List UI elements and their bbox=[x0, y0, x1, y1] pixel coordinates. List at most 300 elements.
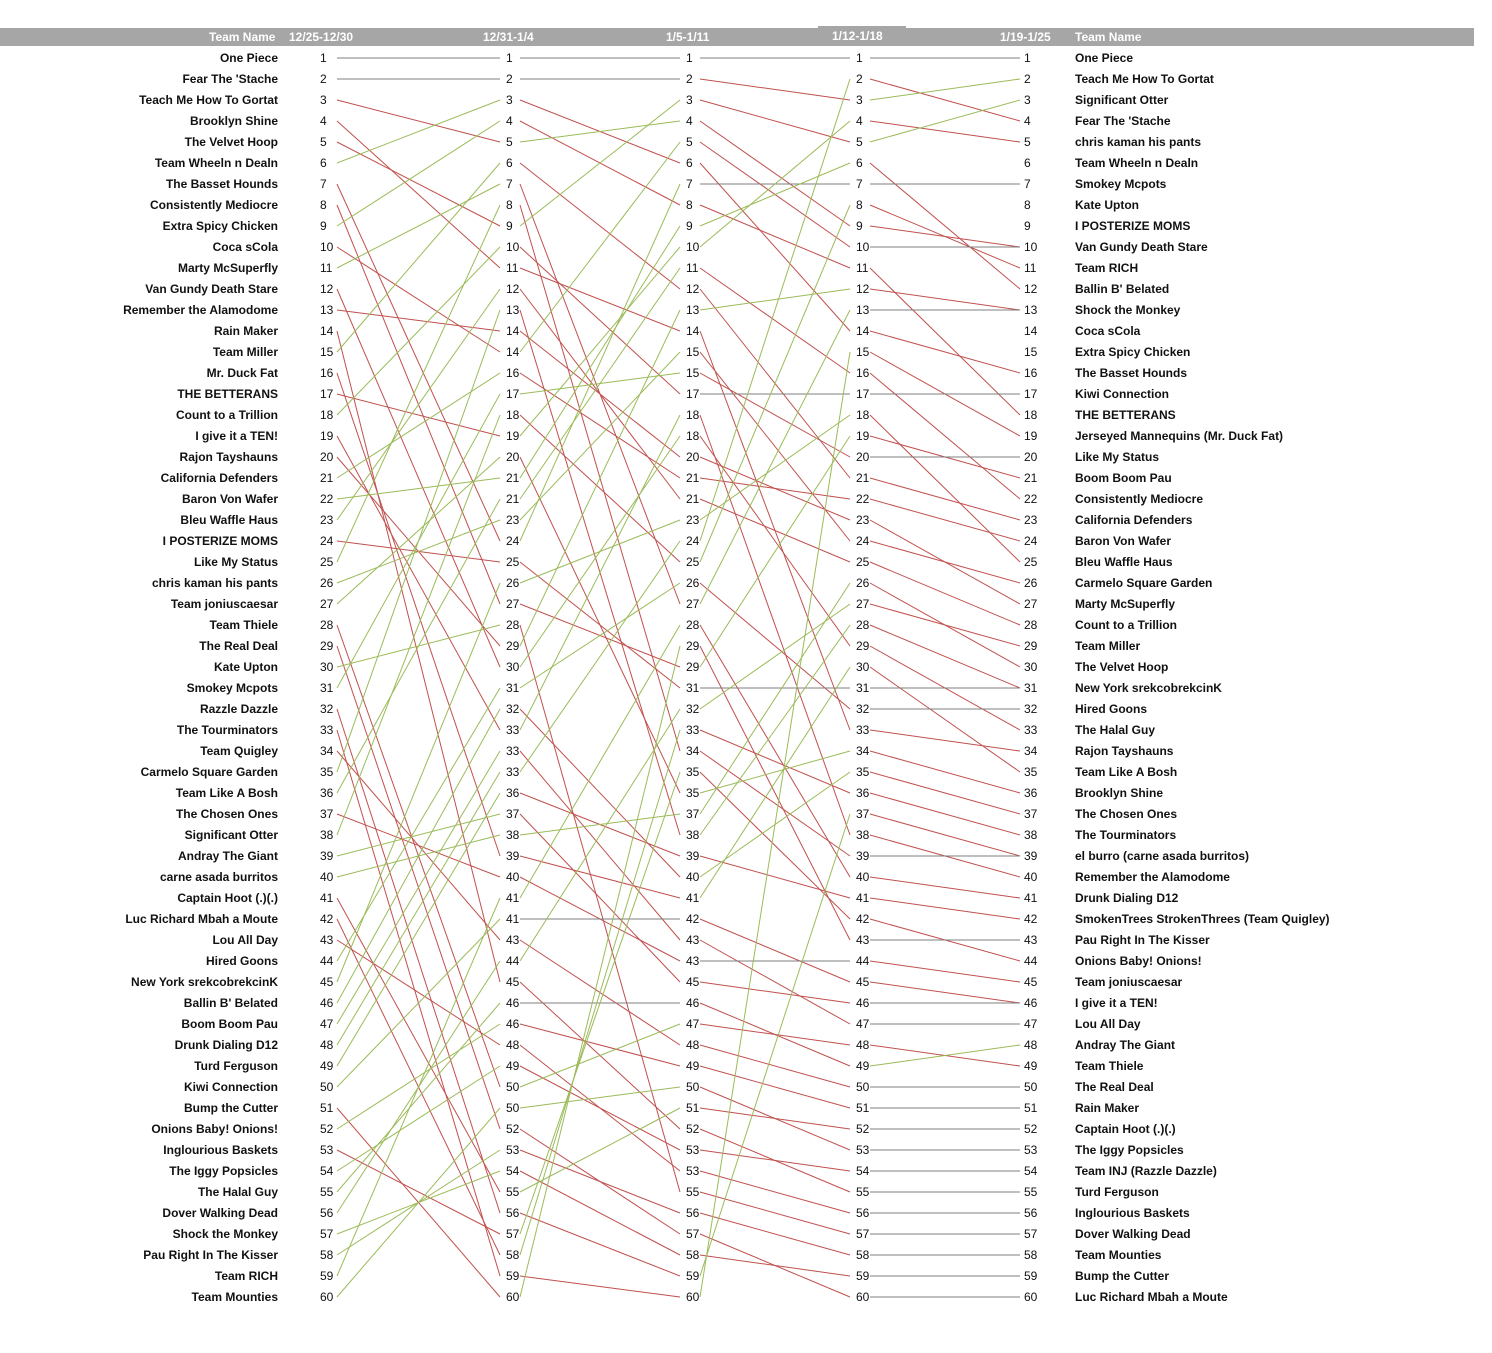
rank-label: 24 bbox=[506, 534, 520, 548]
rank-label: 56 bbox=[1024, 1206, 1038, 1220]
movement-line bbox=[700, 205, 850, 562]
right-team-name: The Basset Hounds bbox=[1075, 366, 1188, 380]
left-team-name: Team Like A Bosh bbox=[175, 786, 278, 800]
rank-label: 21 bbox=[1024, 471, 1038, 485]
rank-label: 7 bbox=[686, 177, 693, 191]
right-team-name: Fear The 'Stache bbox=[1075, 114, 1171, 128]
movement-line bbox=[337, 814, 500, 856]
left-team-name: Lou All Day bbox=[212, 933, 278, 947]
left-team-name: Rajon Tayshauns bbox=[179, 450, 278, 464]
rank-label: 53 bbox=[686, 1143, 700, 1157]
rank-label: 46 bbox=[506, 996, 520, 1010]
rank-label: 11 bbox=[1024, 261, 1037, 275]
rank-label: 18 bbox=[686, 408, 700, 422]
movement-line bbox=[870, 121, 1020, 142]
movement-line bbox=[700, 289, 850, 310]
rank-label: 22 bbox=[320, 492, 334, 506]
rank-label: 15 bbox=[320, 345, 334, 359]
rank-label: 47 bbox=[320, 1017, 334, 1031]
movement-line bbox=[337, 310, 500, 772]
rank-label: 1 bbox=[320, 51, 327, 65]
movement-line bbox=[337, 898, 500, 1276]
rank-label: 39 bbox=[1024, 849, 1038, 863]
rank-label: 32 bbox=[856, 702, 870, 716]
movement-line bbox=[700, 940, 850, 1024]
movement-line bbox=[337, 121, 500, 268]
rank-label: 53 bbox=[686, 1164, 700, 1178]
rank-label: 44 bbox=[506, 954, 520, 968]
rank-label: 42 bbox=[856, 912, 870, 926]
rank-label: 12 bbox=[686, 282, 700, 296]
left-team-name: Team Quigley bbox=[200, 744, 278, 758]
rank-label: 55 bbox=[1024, 1185, 1038, 1199]
movement-line bbox=[520, 226, 680, 478]
rank-label: 11 bbox=[686, 261, 699, 275]
rank-label: 35 bbox=[1024, 765, 1038, 779]
left-team-name: Drunk Dialing D12 bbox=[174, 1038, 278, 1052]
rank-label: 48 bbox=[506, 1038, 520, 1052]
rank-label: 25 bbox=[1024, 555, 1038, 569]
left-team-name: Onions Baby! Onions! bbox=[151, 1122, 278, 1136]
right-team-name: I POSTERIZE MOMS bbox=[1075, 219, 1191, 233]
rank-label: 4 bbox=[506, 114, 513, 128]
right-team-name: Andray The Giant bbox=[1075, 1038, 1176, 1052]
rank-label: 39 bbox=[856, 849, 870, 863]
rank-label: 14 bbox=[320, 324, 334, 338]
left-team-name: Team RICH bbox=[214, 1269, 278, 1283]
right-team-name: Teach Me How To Gortat bbox=[1075, 72, 1214, 86]
rank-label: 41 bbox=[1024, 891, 1038, 905]
rank-label: 3 bbox=[686, 93, 693, 107]
rank-label: 29 bbox=[686, 639, 700, 653]
rank-label: 38 bbox=[856, 828, 870, 842]
rank-label: 15 bbox=[686, 366, 700, 380]
rank-label: 3 bbox=[856, 93, 863, 107]
rank-label: 45 bbox=[856, 975, 870, 989]
rank-label: 2 bbox=[320, 72, 327, 86]
rank-label: 12 bbox=[506, 282, 520, 296]
rank-label: 19 bbox=[320, 429, 334, 443]
rank-label: 10 bbox=[686, 240, 700, 254]
right-team-name: Bump the Cutter bbox=[1075, 1269, 1169, 1283]
movement-line bbox=[700, 982, 850, 1003]
right-team-name: The Chosen Ones bbox=[1075, 807, 1178, 821]
left-team-name: Van Gundy Death Stare bbox=[145, 282, 278, 296]
rank-label: 44 bbox=[320, 954, 334, 968]
right-team-name: Remember the Alamodome bbox=[1075, 870, 1230, 884]
rank-label: 16 bbox=[506, 366, 520, 380]
rank-label: 37 bbox=[320, 807, 334, 821]
movement-line bbox=[520, 121, 680, 142]
rank-label: 36 bbox=[320, 786, 334, 800]
rank-label: 34 bbox=[1024, 744, 1038, 758]
rank-label: 47 bbox=[1024, 1017, 1038, 1031]
movement-line bbox=[520, 268, 680, 499]
right-team-name: Smokey Mcpots bbox=[1075, 177, 1167, 191]
rank-label: 27 bbox=[686, 597, 700, 611]
rank-label: 18 bbox=[506, 408, 520, 422]
movement-line bbox=[337, 814, 500, 877]
rank-label: 29 bbox=[686, 660, 700, 674]
movement-line bbox=[337, 310, 500, 331]
movement-line bbox=[700, 352, 850, 541]
rank-label: 20 bbox=[856, 450, 870, 464]
movement-line bbox=[337, 184, 500, 541]
rank-label: 54 bbox=[1024, 1164, 1038, 1178]
rank-label: 1 bbox=[506, 51, 513, 65]
rank-label: 51 bbox=[856, 1101, 870, 1115]
movement-line bbox=[870, 877, 1020, 898]
right-team-name: THE BETTERANS bbox=[1075, 408, 1176, 422]
right-team-name: Team Like A Bosh bbox=[1075, 765, 1178, 779]
rank-label: 43 bbox=[686, 954, 700, 968]
right-team-name: Turd Ferguson bbox=[1075, 1185, 1159, 1199]
rank-label: 52 bbox=[686, 1122, 700, 1136]
rank-label: 18 bbox=[1024, 408, 1038, 422]
right-team-name: Boom Boom Pau bbox=[1075, 471, 1172, 485]
movement-line bbox=[520, 1087, 680, 1108]
rank-label: 59 bbox=[506, 1269, 520, 1283]
rank-label: 30 bbox=[506, 660, 520, 674]
movement-line bbox=[337, 688, 500, 961]
rank-label: 9 bbox=[320, 219, 327, 233]
movement-line bbox=[520, 814, 680, 835]
rank-label: 27 bbox=[856, 597, 870, 611]
rank-label: 23 bbox=[506, 513, 520, 527]
rank-label: 39 bbox=[686, 849, 700, 863]
rank-label: 55 bbox=[506, 1185, 520, 1199]
movement-line bbox=[700, 1192, 850, 1234]
movement-line bbox=[520, 562, 680, 688]
rank-label: 6 bbox=[1024, 156, 1031, 170]
rank-label: 25 bbox=[856, 555, 870, 569]
rank-label: 54 bbox=[506, 1164, 520, 1178]
movement-line bbox=[870, 415, 1020, 562]
rank-label: 50 bbox=[686, 1080, 700, 1094]
rank-label: 14 bbox=[686, 324, 700, 338]
rank-label: 25 bbox=[506, 555, 520, 569]
rank-label: 3 bbox=[1024, 93, 1031, 107]
left-team-name: Remember the Alamodome bbox=[123, 303, 278, 317]
right-team-name: Rain Maker bbox=[1075, 1101, 1140, 1115]
rank-label: 17 bbox=[1024, 387, 1038, 401]
movement-line bbox=[520, 1024, 680, 1066]
rank-label: 37 bbox=[506, 807, 520, 821]
rank-label: 1 bbox=[1024, 51, 1031, 65]
right-team-name: Carmelo Square Garden bbox=[1075, 576, 1213, 590]
rank-label: 3 bbox=[320, 93, 327, 107]
left-team-name: California Defenders bbox=[160, 471, 278, 485]
rank-label: 45 bbox=[1024, 975, 1038, 989]
rank-label: 13 bbox=[686, 303, 700, 317]
rank-label: 32 bbox=[686, 702, 700, 716]
rank-label: 50 bbox=[506, 1080, 520, 1094]
rank-label: 48 bbox=[1024, 1038, 1038, 1052]
left-team-name: Andray The Giant bbox=[177, 849, 278, 863]
rank-label: 21 bbox=[506, 471, 520, 485]
rank-label: 33 bbox=[320, 723, 334, 737]
rank-label: 50 bbox=[506, 1101, 520, 1115]
right-team-name: Captain Hoot (.)(.) bbox=[1075, 1122, 1176, 1136]
rank-label: 14 bbox=[506, 324, 520, 338]
right-team-name: Team INJ (Razzle Dazzle) bbox=[1075, 1164, 1217, 1178]
rank-label: 54 bbox=[856, 1164, 870, 1178]
left-team-name: Shock the Monkey bbox=[172, 1227, 278, 1241]
left-team-name: THE BETTERANS bbox=[177, 387, 278, 401]
rank-label: 60 bbox=[686, 1290, 700, 1304]
right-team-name: Team RICH bbox=[1075, 261, 1139, 275]
left-team-name: Hired Goons bbox=[205, 954, 278, 968]
right-team-name: I give it a TEN! bbox=[1075, 996, 1158, 1010]
left-team-name: Coca sCola bbox=[212, 240, 278, 254]
rank-label: 7 bbox=[856, 177, 863, 191]
rank-label: 31 bbox=[686, 681, 700, 695]
rank-label: 49 bbox=[1024, 1059, 1038, 1073]
rank-label: 10 bbox=[856, 240, 870, 254]
rank-label: 32 bbox=[320, 702, 334, 716]
movement-line bbox=[870, 331, 1020, 373]
left-team-name: Inglourious Baskets bbox=[163, 1143, 278, 1157]
rank-label: 43 bbox=[320, 933, 334, 947]
rank-label: 30 bbox=[1024, 660, 1038, 674]
rank-label: 18 bbox=[856, 408, 870, 422]
right-team-name: Team Thiele bbox=[1075, 1059, 1144, 1073]
rank-label: 52 bbox=[506, 1122, 520, 1136]
rank-label: 53 bbox=[856, 1143, 870, 1157]
rank-label: 15 bbox=[856, 345, 870, 359]
week-header-4: 1/12-1/18 bbox=[832, 29, 883, 43]
rank-label: 49 bbox=[320, 1059, 334, 1073]
movement-line bbox=[520, 1276, 680, 1297]
rank-label: 28 bbox=[320, 618, 334, 632]
right-team-name: Team Miller bbox=[1075, 639, 1141, 653]
left-team-name: Turd Ferguson bbox=[194, 1059, 278, 1073]
movement-line bbox=[870, 373, 1020, 499]
left-team-name: Consistently Mediocre bbox=[149, 198, 278, 212]
rank-label: 39 bbox=[320, 849, 334, 863]
left-team-name: carne asada burritos bbox=[159, 870, 278, 884]
movement-line bbox=[870, 961, 1020, 982]
rank-label: 11 bbox=[506, 261, 519, 275]
right-team-name: Consistently Mediocre bbox=[1075, 492, 1204, 506]
left-team-name: The Basset Hounds bbox=[165, 177, 278, 191]
week-header-1: 12/25-12/30 bbox=[289, 30, 354, 44]
rank-label: 31 bbox=[320, 681, 334, 695]
rank-label: 31 bbox=[506, 681, 520, 695]
rank-label: 39 bbox=[506, 849, 520, 863]
rank-label: 58 bbox=[1024, 1248, 1038, 1262]
rank-label: 4 bbox=[686, 114, 693, 128]
rank-label: 40 bbox=[686, 870, 700, 884]
rank-label: 33 bbox=[506, 744, 520, 758]
rank-label: 26 bbox=[1024, 576, 1038, 590]
rank-label: 13 bbox=[856, 303, 870, 317]
movement-line bbox=[520, 751, 680, 940]
rank-label: 33 bbox=[506, 765, 520, 779]
rank-label: 42 bbox=[320, 912, 334, 926]
rank-label: 1 bbox=[856, 51, 863, 65]
rank-label: 59 bbox=[856, 1269, 870, 1283]
rank-label: 12 bbox=[856, 282, 870, 296]
movement-line bbox=[520, 625, 680, 898]
rank-label: 5 bbox=[506, 135, 513, 149]
rank-label: 23 bbox=[856, 513, 870, 527]
rank-label: 60 bbox=[1024, 1290, 1038, 1304]
left-team-name-header: Team Name bbox=[209, 30, 276, 44]
rank-label: 17 bbox=[686, 387, 700, 401]
right-team-name: California Defenders bbox=[1075, 513, 1193, 527]
left-team-name: Fear The 'Stache bbox=[182, 72, 278, 86]
movement-line bbox=[337, 205, 500, 562]
rank-label: 2 bbox=[506, 72, 513, 86]
rank-label: 6 bbox=[686, 156, 693, 170]
rank-label: 12 bbox=[320, 282, 334, 296]
right-team-name: chris kaman his pants bbox=[1075, 135, 1202, 149]
movement-line bbox=[700, 1255, 850, 1276]
left-team-name: Team Wheeln n Dealn bbox=[154, 156, 278, 170]
left-team-name: Pau Right In The Kisser bbox=[143, 1248, 278, 1262]
rank-label: 16 bbox=[856, 366, 870, 380]
rank-label: 60 bbox=[856, 1290, 870, 1304]
rank-label: 42 bbox=[1024, 912, 1038, 926]
rank-label: 11 bbox=[856, 261, 869, 275]
rank-label: 33 bbox=[506, 723, 520, 737]
left-team-name: Ballin B' Belated bbox=[183, 996, 278, 1010]
left-team-name: The Tourminators bbox=[176, 723, 278, 737]
rank-label: 48 bbox=[686, 1038, 700, 1052]
movement-line bbox=[700, 1045, 850, 1087]
movement-line bbox=[520, 163, 680, 289]
rank-label: 59 bbox=[320, 1269, 334, 1283]
right-team-name: Count to a Trillion bbox=[1075, 618, 1177, 632]
movement-line bbox=[337, 100, 500, 142]
rank-label: 29 bbox=[1024, 639, 1038, 653]
rank-label: 21 bbox=[856, 471, 870, 485]
movement-line bbox=[870, 772, 1020, 814]
left-team-name: Smokey Mcpots bbox=[186, 681, 278, 695]
rank-label: 35 bbox=[686, 786, 700, 800]
rank-label: 24 bbox=[856, 534, 870, 548]
rank-label: 18 bbox=[686, 429, 700, 443]
rank-label: 50 bbox=[856, 1080, 870, 1094]
movement-line bbox=[700, 373, 850, 457]
rank-label: 3 bbox=[506, 93, 513, 107]
rank-label: 17 bbox=[320, 387, 334, 401]
rank-label: 50 bbox=[320, 1080, 334, 1094]
right-team-name: Pau Right In The Kisser bbox=[1075, 933, 1210, 947]
rank-label: 7 bbox=[506, 177, 513, 191]
movement-line bbox=[870, 898, 1020, 919]
rank-label: 4 bbox=[1024, 114, 1031, 128]
left-team-name: Team Mounties bbox=[191, 1290, 278, 1304]
movement-line bbox=[520, 856, 680, 898]
right-team-name: Bleu Waffle Haus bbox=[1075, 555, 1173, 569]
rank-label: 9 bbox=[506, 219, 513, 233]
movement-line bbox=[700, 352, 850, 1297]
rank-label: 57 bbox=[686, 1227, 700, 1241]
rank-label: 35 bbox=[856, 765, 870, 779]
rank-label: 16 bbox=[320, 366, 334, 380]
left-team-name: Count to a Trillion bbox=[176, 408, 278, 422]
left-team-name: The Real Deal bbox=[199, 639, 278, 653]
movement-line bbox=[870, 478, 1020, 520]
rank-label: 49 bbox=[686, 1059, 700, 1073]
rank-label: 55 bbox=[856, 1185, 870, 1199]
movement-line bbox=[337, 1003, 500, 1192]
left-team-name: Like My Status bbox=[193, 555, 278, 569]
right-team-name: Marty McSuperfly bbox=[1075, 597, 1176, 611]
movement-line bbox=[700, 268, 850, 373]
rank-label: 41 bbox=[320, 891, 334, 905]
rank-label: 55 bbox=[320, 1185, 334, 1199]
rank-label: 29 bbox=[506, 639, 520, 653]
movement-line bbox=[700, 583, 850, 814]
movement-line bbox=[870, 79, 1020, 121]
right-team-name: The Halal Guy bbox=[1075, 723, 1156, 737]
left-team-name: Significant Otter bbox=[184, 828, 278, 842]
rank-label: 44 bbox=[856, 954, 870, 968]
movement-line bbox=[337, 331, 500, 982]
movement-line bbox=[337, 184, 500, 268]
rank-label: 46 bbox=[320, 996, 334, 1010]
rank-label: 12 bbox=[1024, 282, 1038, 296]
rank-label: 52 bbox=[1024, 1122, 1038, 1136]
rank-label: 5 bbox=[686, 135, 693, 149]
movement-line bbox=[700, 919, 850, 982]
rank-label: 13 bbox=[506, 303, 520, 317]
rank-label: 46 bbox=[686, 996, 700, 1010]
right-team-name: The Iggy Popsicles bbox=[1075, 1143, 1184, 1157]
rank-label: 57 bbox=[856, 1227, 870, 1241]
rank-label: 50 bbox=[1024, 1080, 1038, 1094]
right-team-name: The Velvet Hoop bbox=[1075, 660, 1169, 674]
rank-label: 26 bbox=[686, 576, 700, 590]
right-team-name: Team Mounties bbox=[1075, 1248, 1162, 1262]
week-header-2: 12/31-1/4 bbox=[483, 30, 534, 44]
rank-label: 23 bbox=[686, 513, 700, 527]
movement-line bbox=[700, 856, 850, 898]
rank-label: 13 bbox=[1024, 303, 1038, 317]
movement-line bbox=[700, 79, 850, 541]
movement-line bbox=[520, 1171, 680, 1255]
movement-line bbox=[870, 604, 1020, 646]
rank-label: 51 bbox=[686, 1101, 700, 1115]
rank-label: 46 bbox=[506, 1017, 520, 1031]
left-team-name: Bump the Cutter bbox=[184, 1101, 278, 1115]
rank-label: 28 bbox=[856, 618, 870, 632]
movement-line bbox=[337, 142, 500, 226]
right-team-name: Inglourious Baskets bbox=[1075, 1206, 1190, 1220]
movement-line bbox=[337, 793, 500, 1066]
movement-line bbox=[870, 226, 1020, 247]
rank-label: 27 bbox=[506, 597, 520, 611]
right-team-name: Baron Von Wafer bbox=[1075, 534, 1172, 548]
rank-label: 19 bbox=[1024, 429, 1038, 443]
rank-label: 20 bbox=[506, 450, 520, 464]
rank-label: 29 bbox=[856, 639, 870, 653]
rank-label: 27 bbox=[1024, 597, 1038, 611]
movement-line bbox=[337, 373, 500, 478]
right-team-name: Significant Otter bbox=[1075, 93, 1169, 107]
rank-label: 9 bbox=[856, 219, 863, 233]
rank-label: 48 bbox=[320, 1038, 334, 1052]
rank-label: 5 bbox=[856, 135, 863, 149]
movement-line bbox=[520, 184, 680, 541]
rank-label: 51 bbox=[1024, 1101, 1038, 1115]
rank-label: 15 bbox=[686, 345, 700, 359]
right-team-name: Rajon Tayshauns bbox=[1075, 744, 1174, 758]
rank-label: 28 bbox=[686, 618, 700, 632]
